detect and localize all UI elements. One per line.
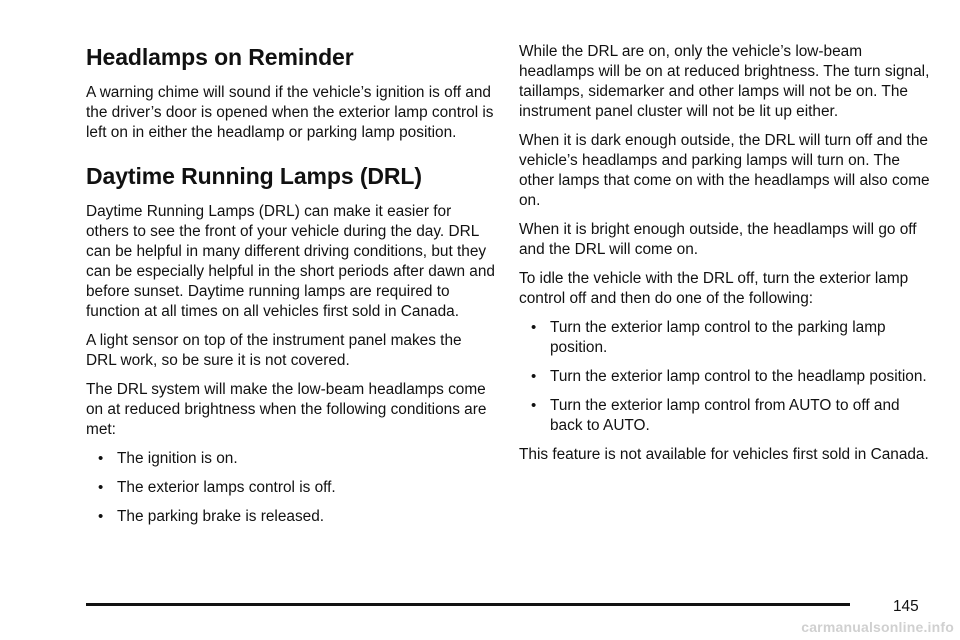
bullet-icon: •	[98, 479, 104, 496]
footer-rule	[86, 603, 850, 606]
drl-intro-paragraph: Daytime Running Lamps (DRL) can make it easier for others to see the front of your vehicle during the day. DRL can be helpful in many different driving conditions, but they can be especially helpful in the short periods after dawn and before sunset. Daytime running lamps are required to function at all times on all vehicles first sold in Canada.	[86, 203, 495, 320]
list-item	[519, 367, 934, 387]
headlamps-reminder-paragraph: A warning chime will sound if the vehicle’s ignition is off and the driver’s door is opened when the exterior lamp control is left on in either the headlamp or parking lamp position.	[86, 84, 494, 141]
drl-sensor-paragraph: A light sensor on top of the instrument panel makes the DRL work, so be sure it is not covered.	[86, 332, 462, 369]
idle-instructions-paragraph: To idle the vehicle with the DRL off, turn the exterior lamp control off and then do one of the following:	[519, 270, 909, 307]
list-item-text: Turn the exterior lamp control from AUTO to off and back to AUTO.	[550, 397, 900, 434]
headlamps-reminder-heading: Headlamps on Reminder	[86, 44, 354, 70]
drl-lamps-paragraph: While the DRL are on, only the vehicle’s low-beam headlamps will be on at reduced brightness. The turn signal, taillamps, sidemarker and other lamps will not be on. The instrument panel cluster will not be lit up either.	[519, 43, 930, 120]
list-item-text: The ignition is on.	[117, 450, 238, 467]
list-item	[86, 507, 496, 527]
list-item	[519, 396, 934, 436]
bullet-icon: •	[531, 397, 537, 414]
idle-options-list	[519, 318, 934, 436]
list-item	[86, 478, 496, 498]
right-column	[519, 42, 934, 474]
left-column	[86, 42, 496, 536]
page-number: 145	[893, 598, 919, 615]
drl-heading: Daytime Running Lamps (DRL)	[86, 163, 422, 189]
list-item	[519, 318, 934, 358]
bullet-icon: •	[531, 319, 537, 336]
drl-conditions-list	[86, 449, 496, 527]
bullet-icon: •	[98, 508, 104, 525]
bullet-icon: •	[98, 450, 104, 467]
list-item-text: Turn the exterior lamp control to the parking lamp position.	[550, 319, 886, 356]
bright-outside-paragraph: When it is bright enough outside, the headlamps will go off and the DRL will come on.	[519, 221, 917, 258]
list-item-text: The exterior lamps control is off.	[117, 479, 336, 496]
dark-outside-paragraph: When it is dark enough outside, the DRL will turn off and the vehicle’s headlamps and parking lamps will turn on. The other lamps that come on with the headlamps will also come on.	[519, 132, 930, 209]
canada-note-paragraph: This feature is not available for vehicles first sold in Canada.	[519, 446, 929, 463]
bullet-icon: •	[531, 368, 537, 385]
list-item-text: Turn the exterior lamp control to the headlamp position.	[550, 368, 927, 385]
drl-conditions-paragraph: The DRL system will make the low-beam headlamps come on at reduced brightness when the following conditions are met:	[86, 381, 487, 438]
list-item	[86, 449, 496, 469]
list-item-text: The parking brake is released.	[117, 508, 325, 525]
watermark: carmanualsonline.info	[801, 619, 954, 635]
